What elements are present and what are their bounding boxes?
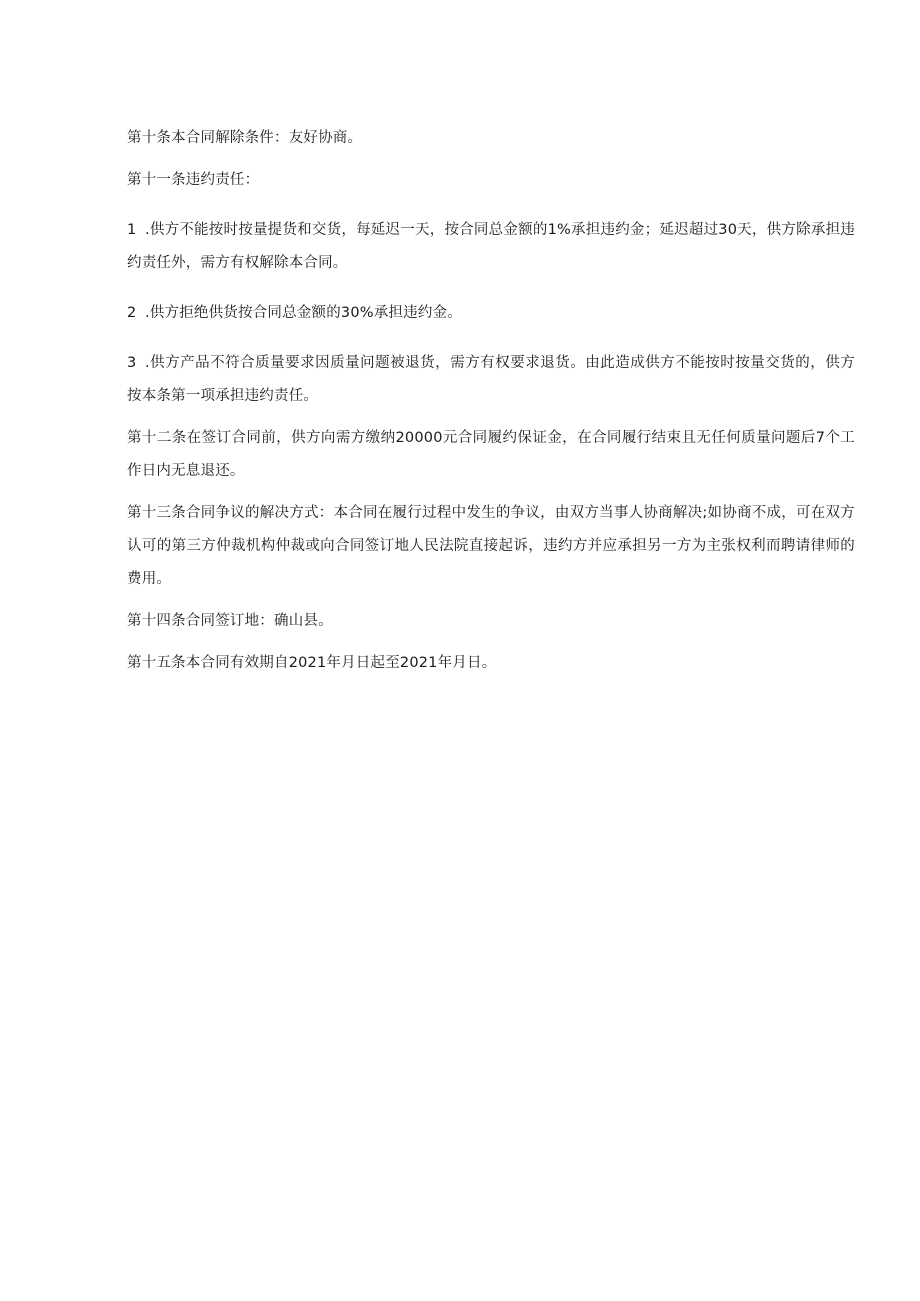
article-15: 第十五条本合同有效期自2021年月日起至2021年月日。 xyxy=(127,655,497,671)
item-number: 2 xyxy=(127,305,137,321)
article-12: 第十二条在签订合同前，供方向需方缴纳20000元合同履约保证金，在合同履行结束且无任何质量问题后7个工作日内无息退还。 xyxy=(127,430,855,479)
article-14: 第十四条合同签订地：确山县。 xyxy=(127,613,333,629)
article-13: 第十三条合同争议的解决方式：本合同在履行过程中发生的争议，由双方当事人协商解决;如协商不成，可在双方认可的第三方仲裁机构仲裁或向合同签订地人民法院直接起诉，违约方并应承担另一方为主张权利而聘请律师的费用。 xyxy=(127,505,855,587)
article-11-title: 第十一条违约责任： xyxy=(127,172,260,188)
article-11-item-2 xyxy=(127,297,855,330)
item-text: .供方产品不符合质量要求因质量问题被退货，需方有权要求退货。由此造成供方不能按时按量交货的，供方按本条第一项承担违约责任。 xyxy=(127,355,855,404)
item-text: .供方拒绝供货按合同总金额的30%承担违约金。 xyxy=(145,305,462,321)
item-text: .供方不能按时按量提货和交货，每延迟一天，按合同总金额的1%承担违约金；延迟超过30天，供方除承担违约责任外，需方有权解除本合同。 xyxy=(127,222,855,271)
item-number: 3 xyxy=(127,355,137,371)
article-11-item-1 xyxy=(127,214,855,280)
item-number: 1 xyxy=(127,222,137,238)
article-10: 第十条本合同解除条件：友好协商。 xyxy=(127,130,363,146)
contract-body xyxy=(127,122,855,680)
article-11-item-3 xyxy=(127,347,855,413)
